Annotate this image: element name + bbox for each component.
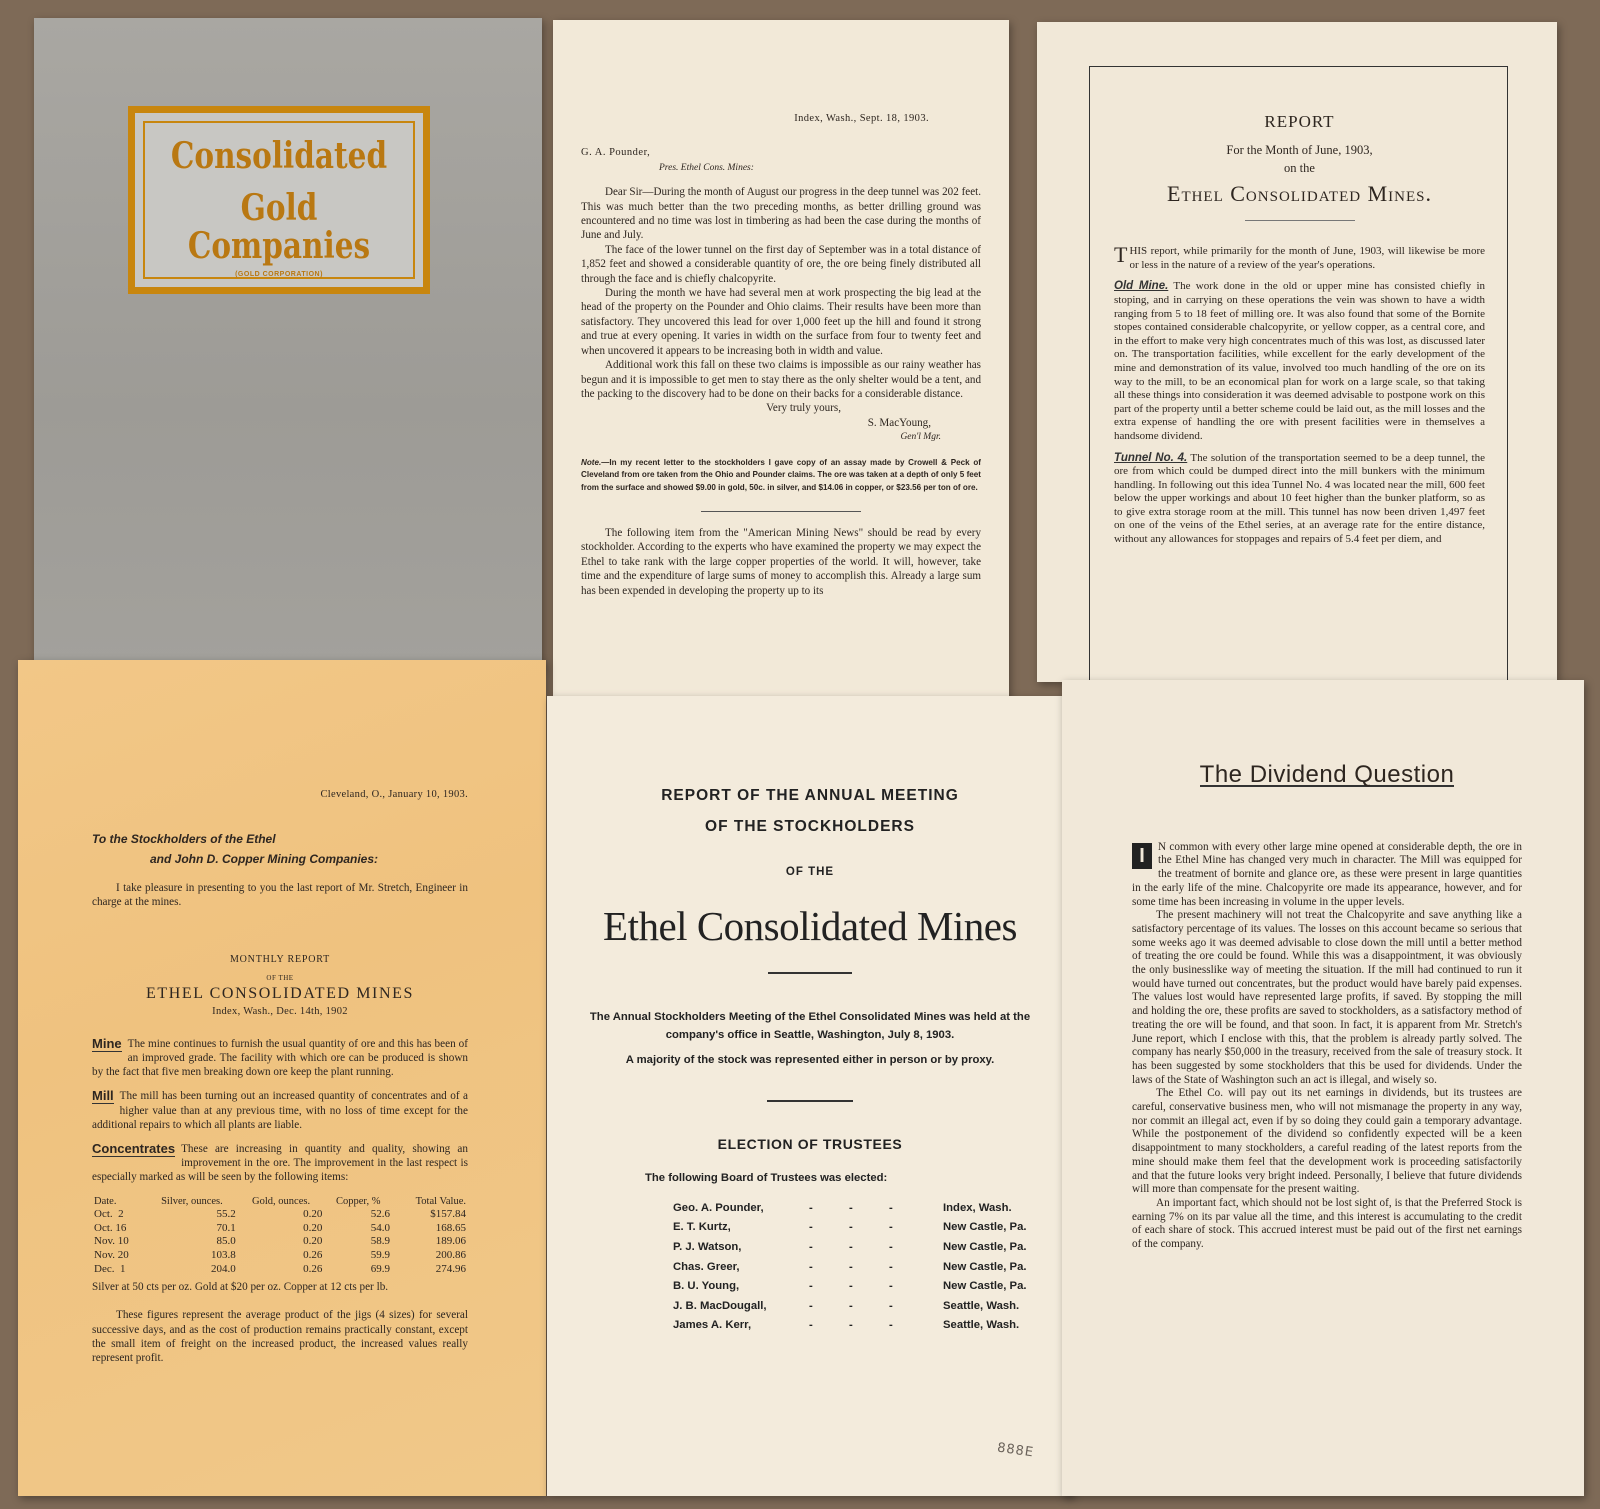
dash-leader: - bbox=[809, 1221, 813, 1234]
letter-dateline: Index, Wash., Sept. 18, 1903. bbox=[794, 113, 929, 124]
trustee-place: New Castle, Pa. bbox=[943, 1221, 1027, 1234]
cleveland-salutation-line1: To the Stockholders of the Ethel bbox=[92, 832, 276, 847]
table-cell: 85.0 bbox=[216, 1235, 236, 1248]
table-cell: 0.26 bbox=[303, 1262, 323, 1275]
letter-paragraph: The face of the lower tunnel on the first day of September was in a total distance of 1,852 feet and showed a considerable quantity of ore, the ore being finely distributed all through the face and is chiefly chalcopyrite. bbox=[581, 243, 981, 285]
trustee-name: P. J. Watson, bbox=[673, 1240, 742, 1253]
dash-leader: - bbox=[889, 1299, 893, 1312]
table-cell: 55.2 bbox=[216, 1208, 236, 1221]
dash-leader: - bbox=[849, 1240, 853, 1253]
table-header-row bbox=[92, 1195, 468, 1209]
concentrates-section: Concentrates These are increasing in quantity and quality, showing an improvement in the ore. The improvement in the last respect is especially marked as will be seen by the following items: bbox=[92, 1141, 468, 1184]
june-report-mines-title: Ethel Consolidated Mines. bbox=[1167, 180, 1432, 206]
letter-recipient: G. A. Pounder, bbox=[581, 147, 651, 159]
june-report-divider bbox=[1245, 220, 1355, 221]
annual-description: The Annual Stockholders Meeting of the Ethel Consolidated Mines was held at the company's office in Seattle, Washington, July 8, 1903. bbox=[589, 1011, 1031, 1041]
trustee-name: James A. Kerr, bbox=[673, 1319, 752, 1332]
monthly-report-mines-title: ETHEL CONSOLIDATED MINES bbox=[145, 985, 414, 1003]
dash-leader: - bbox=[889, 1240, 893, 1253]
table-cell: 59.9 bbox=[370, 1249, 391, 1262]
trustees-table bbox=[673, 1198, 1027, 1335]
cleveland-salutation-line2: and John D. Copper Mining Companies: bbox=[150, 852, 378, 867]
dash-leader: - bbox=[809, 1240, 813, 1253]
june-report-initial: T bbox=[1114, 242, 1128, 268]
cover-title-frame bbox=[128, 106, 430, 294]
table-header: Gold, ounces. bbox=[252, 1195, 311, 1207]
dash-leader: - bbox=[889, 1260, 893, 1273]
dividend-paragraph: The Ethel Co. will pay out its net earnings in dividends, but its trustees are careful, conservative business men, who will not mismanage the property in any way, nor commit an illegal act, even if by so doing they could gain a temporary advantage. While the postponement of the dividend so confidently expected will be a keen disappointment to many stockholders, a careful reading of the latest reports from the mine should make them feel that the development work is proceeding satisfactorily and that the future looks very bright indeed. Personally, I believe that future dividends will more than compensate for the present waiting. bbox=[1132, 1087, 1522, 1196]
table-cell: 0.26 bbox=[303, 1249, 323, 1262]
dash-leader: - bbox=[849, 1319, 853, 1332]
cover-subtitle: (GOLD CORPORATION) bbox=[235, 271, 323, 278]
letter-note-text: —In my recent letter to the stockholders I gave copy of an assay made by Crowell & Peck of Cleveland from ore taken from the Ohio and Pounder claims. The ore was taken at a depth of only 5 feet from the surface and showed $9.00 in gold, 50c. in silver, and $14.06 in copper, or $23.56 per ton of ore. bbox=[581, 457, 981, 493]
june-report-heading: REPORT bbox=[1264, 112, 1335, 131]
table-cell: 189.06 bbox=[435, 1235, 466, 1248]
letter-following-item: The following item from the "American Mining News" should be read by every stockholder. According to the experts who have examined the property we may expect the Ethel to take rank with the large copper properties of the world. It will, however, take time and the expenditure of large sums of money to accomplish this. Already a large sum has been expended in developing the property up to its bbox=[581, 526, 981, 597]
table-cell: 52.6 bbox=[370, 1208, 391, 1221]
mine-section: Mine The mine continues to furnish the usual quantity of ore and this has been of an improved grade. The facility with which ore can be produced is shown by the fact that five men breaking down ore keep the plant running. bbox=[92, 1035, 468, 1079]
trustee-row bbox=[673, 1276, 1027, 1296]
table-header: Silver, ounces. bbox=[161, 1195, 223, 1207]
table-row bbox=[92, 1235, 468, 1249]
prices-note: Silver at 50 cts per oz. Gold at $20 per oz. Copper at 12 cts per lb. bbox=[92, 1281, 389, 1294]
annual-divider-2 bbox=[767, 1100, 853, 1102]
letter-note-label: Note. bbox=[581, 457, 602, 467]
trustee-name: J. B. MacDougall, bbox=[673, 1299, 767, 1312]
annual-majority: A majority of the stock was represented either in person or by proxy. bbox=[625, 1054, 995, 1066]
mine-label: Mine bbox=[92, 1035, 122, 1051]
table-cell: 168.65 bbox=[435, 1221, 466, 1234]
dash-leader: - bbox=[889, 1201, 893, 1214]
tunnel-label: Tunnel No. 4. bbox=[1114, 451, 1188, 464]
pencil-inventory-note: 888E bbox=[996, 1440, 1035, 1461]
monthly-report-of-the: OF THE bbox=[266, 974, 294, 983]
dash-leader: - bbox=[849, 1280, 853, 1293]
cleveland-dateline: Cleveland, O., January 10, 1903. bbox=[320, 789, 468, 800]
june-report-on-the: on the bbox=[1284, 160, 1315, 175]
dash-leader: - bbox=[809, 1280, 813, 1293]
trustee-place: New Castle, Pa. bbox=[943, 1260, 1027, 1273]
table-cell: 200.86 bbox=[435, 1249, 466, 1262]
trustee-place: New Castle, Pa. bbox=[943, 1240, 1027, 1253]
cover-title-line1: Consolidated bbox=[170, 135, 388, 177]
trustee-row bbox=[673, 1296, 1027, 1316]
table-cell: 69.9 bbox=[370, 1262, 391, 1275]
dash-leader: - bbox=[889, 1221, 893, 1234]
letter-recipient-title: Pres. Ethel Cons. Mines: bbox=[659, 162, 754, 173]
letter-note bbox=[581, 457, 981, 495]
table-cell: Oct. 16 bbox=[94, 1221, 127, 1234]
dividend-paragraph: The present machinery will not treat the Chalcopyrite and save anything like a satisfactory percentage of its values. The losses on this account became so serious that some weeks ago it was deemed advisable to close down the mill until a better method of treating the ore could be found. While this was a disappointment, it was obviously the only businesslike way of meeting the situation. If the mill had continued to run it would have turned out concentrates, but the product would have barely paid expenses. The values lost would have represented large profits, if saved. By stopping the mill and holding the ore, these profits are saved to stockholders, as a satisfactory method of treating the ore will be found, and that soon. In fact, it is apparent from Mr. Stretch's June report, which I enclose with this, that the problem is already partly solved. The company has nearly $50,000 in the treasury, received from the sale of treasury stock. It has been suggested by some stockholders that this be used for dividends. Under the laws of the State of Washington such an act is illegal, and wisely so. bbox=[1132, 909, 1522, 1086]
mill-label: Mill bbox=[92, 1088, 114, 1104]
dash-leader: - bbox=[809, 1201, 813, 1214]
letter-signer-title: Gen'l Mgr. bbox=[900, 432, 941, 443]
table-row bbox=[92, 1208, 468, 1222]
june-report-tunnel: Tunnel No. 4. The solution of the transportation seemed to be a deep tunnel, the ore from which could be dumped direct into the mill bunkers with the minimum handling. In following out this idea Tunnel No. 4 was located near the mill, 600 feet below the upper workings and about 10 feet higher than the bunker platform, so as to give extra storage room at the mill. This tunnel has now been driven 1,497 feet on one of the veins of the Ethel series, at an average rate for the entire distance, without any allowances for stoppages and repairs of 5.4 feet per diem, and bbox=[1114, 451, 1485, 546]
table-cell: 103.8 bbox=[211, 1249, 236, 1262]
dash-leader: - bbox=[849, 1299, 853, 1312]
trustee-name: B. U. Young, bbox=[673, 1280, 740, 1293]
table-cell: 70.1 bbox=[216, 1221, 236, 1234]
trustee-place: New Castle, Pa. bbox=[943, 1280, 1027, 1293]
table-header: Date. bbox=[94, 1195, 117, 1207]
dash-leader: - bbox=[889, 1280, 893, 1293]
dividend-title: The Dividend Question bbox=[1199, 761, 1455, 788]
table-cell: 204.0 bbox=[211, 1262, 236, 1275]
trustee-row bbox=[673, 1198, 1027, 1218]
table-row bbox=[92, 1263, 468, 1277]
trustee-row bbox=[673, 1316, 1027, 1336]
old-mine-label: Old Mine. bbox=[1114, 280, 1169, 293]
dash-leader: - bbox=[809, 1260, 813, 1273]
annual-heading-line1: REPORT OF THE ANNUAL MEETING bbox=[661, 787, 959, 804]
table-cell: 0.20 bbox=[303, 1221, 323, 1234]
june-report bbox=[1037, 22, 1557, 682]
letter-sept-1903 bbox=[553, 20, 1009, 710]
trustee-place: Seattle, Wash. bbox=[943, 1299, 1020, 1312]
table-cell: Nov. 20 bbox=[94, 1249, 129, 1262]
table-header: Total Value. bbox=[415, 1195, 466, 1207]
trustee-place: Index, Wash. bbox=[943, 1201, 1012, 1214]
trustee-name: E. T. Kurtz, bbox=[673, 1221, 731, 1234]
june-report-intro: THIS report, while primarily for the month of June, 1903, will likewise be more or less in the nature of a review of the year's operations. bbox=[1114, 242, 1485, 271]
cleveland-closing: These figures represent the average product of the jigs (4 sizes) for several successive days, and as the cost of production remains practically constant, except the small item of freight on the increased product, the increased values really represent profit. bbox=[92, 1309, 468, 1365]
dividend-question bbox=[1062, 680, 1584, 1496]
dash-leader: - bbox=[889, 1319, 893, 1332]
trustee-name: Chas. Greer, bbox=[673, 1260, 740, 1273]
dash-leader: - bbox=[849, 1260, 853, 1273]
dash-leader: - bbox=[809, 1319, 813, 1332]
election-heading: ELECTION OF TRUSTEES bbox=[717, 1136, 903, 1152]
annual-meeting-report bbox=[547, 696, 1073, 1496]
june-report-month: For the Month of June, 1903, bbox=[1226, 142, 1373, 157]
cover-title-line2: Gold Companies bbox=[187, 187, 371, 267]
table-cell: 58.9 bbox=[370, 1235, 391, 1248]
june-report-old-mine: Old Mine. The work done in the old or upper mine has consisted chiefly in stoping, and in carrying on these operations the vein was shown to have a width ranging from 5 to 18 feet of milling ore. It was also found that some of the Bornite stopes contained considerable chalcopyrite, or yellow copper, as a central core, and in the effort to make very high concentrates much of this was lost, as discussed later on. The transportation facilities, while excellent for the early development of the mine and demonstration of its value, involved too much handling of the ore on its way to the mill, to be an economical plan for work on a large scale, so that taking all these things into consideration it was deemed advisable to postpone work on this part of the property until a better scheme could be laid out, as the mill losses and the extra expense of handling the ore with present facilities were in themselves a handsome dividend. bbox=[1114, 280, 1485, 442]
cover-booklet bbox=[34, 18, 542, 668]
monthly-report-heading: MONTHLY REPORT bbox=[229, 954, 331, 966]
monthly-report-location: Index, Wash., Dec. 14th, 1902 bbox=[212, 1005, 348, 1017]
cleveland-letter bbox=[18, 660, 546, 1496]
annual-of-the: OF THE bbox=[785, 866, 835, 878]
drop-cap: I bbox=[1132, 843, 1152, 869]
cleveland-intro: I take pleasure in presenting to you the last report of Mr. Stretch, Engineer in charge at the mines. bbox=[92, 881, 468, 908]
dash-leader: - bbox=[849, 1221, 853, 1234]
june-report-border bbox=[1089, 66, 1508, 682]
trustee-place: Seattle, Wash. bbox=[943, 1319, 1020, 1332]
table-cell: 274.96 bbox=[435, 1262, 466, 1275]
table-cell: 0.20 bbox=[303, 1208, 323, 1221]
table-row bbox=[92, 1249, 468, 1263]
table-header: Copper, % bbox=[335, 1195, 381, 1207]
concentrates-label: Concentrates bbox=[92, 1141, 176, 1157]
table-cell: Dec. 1 bbox=[94, 1262, 126, 1275]
letter-signer: S. MacYoung, bbox=[867, 416, 931, 429]
table-cell: Nov. 10 bbox=[94, 1235, 129, 1248]
letter-divider bbox=[701, 511, 861, 512]
table-cell: 54.0 bbox=[370, 1221, 391, 1234]
mill-section: Mill The mill has been turning out an increased quantity of concentrates and of a higher value than at any previous time, with no loss of time except for the additional repairs to which all plants are liable. bbox=[92, 1088, 468, 1131]
table-cell: $157.84 bbox=[430, 1208, 466, 1221]
dividend-paragraph: An important fact, which should not be lost sight of, is that the Preferred Stock is earning 7% on its par value all the time, and this interest is accumulating to the credit of each share of stock. This accrued interest must be paid out of the first net earnings of the company. bbox=[1132, 1196, 1522, 1251]
letter-paragraph: Dear Sir—During the month of August our progress in the deep tunnel was 202 feet. This was much better than the two preceding months, as better drilling ground was encountered and no time was lost in timbering as had been the case during the months of June and July. bbox=[581, 186, 981, 242]
trustee-row bbox=[673, 1218, 1027, 1238]
annual-heading-line2: OF THE STOCKHOLDERS bbox=[705, 818, 915, 835]
letter-paragraph: During the month we have had several men at work prospecting the big lead at the head of the property on the Pounder and Ohio claims. Their results have been more than satisfactory. They uncovered this lead for over 1,000 feet up the hill and found it strong and true at every opening. It varies in width on the surface from four to twenty feet and when uncovered it appears to be increasing both in width and value. bbox=[581, 287, 981, 357]
annual-divider bbox=[768, 972, 852, 974]
dividend-first-paragraph: I N common with every other large mine opened at considerable depth, the ore in the Ethel Mine has changed very much in character. The Mill was equipped for the treatment of bornite and glance ore, as these were present in large quantities in the early life of the mine. Chalcopyrite ore made its appearance, however, and for some time has been increasing in volume in the upper levels. bbox=[1132, 840, 1522, 908]
concentrates-table bbox=[92, 1195, 468, 1277]
dash-leader: - bbox=[809, 1299, 813, 1312]
table-cell: Oct. 2 bbox=[94, 1208, 124, 1221]
cover-title-inner-frame bbox=[143, 121, 415, 279]
trustee-name: Geo. A. Pounder, bbox=[673, 1201, 764, 1214]
table-cell: 0.20 bbox=[303, 1235, 323, 1248]
dash-leader: - bbox=[849, 1201, 853, 1214]
letter-paragraph: Additional work this fall on these two claims is impossible as our rainy weather has begun and it is impossible to get men to stay there as the only shelter would be a tent, and the packing to the discovery had to be done on their backs for a considerable distance. bbox=[581, 359, 981, 400]
table-row bbox=[92, 1222, 468, 1236]
trustee-row bbox=[673, 1237, 1027, 1257]
trustee-row bbox=[673, 1257, 1027, 1277]
letter-closing: Very truly yours, bbox=[766, 402, 841, 415]
board-intro: The following Board of Trustees was elected: bbox=[645, 1172, 888, 1184]
annual-mines-title: Ethel Consolidated Mines bbox=[603, 903, 1017, 949]
